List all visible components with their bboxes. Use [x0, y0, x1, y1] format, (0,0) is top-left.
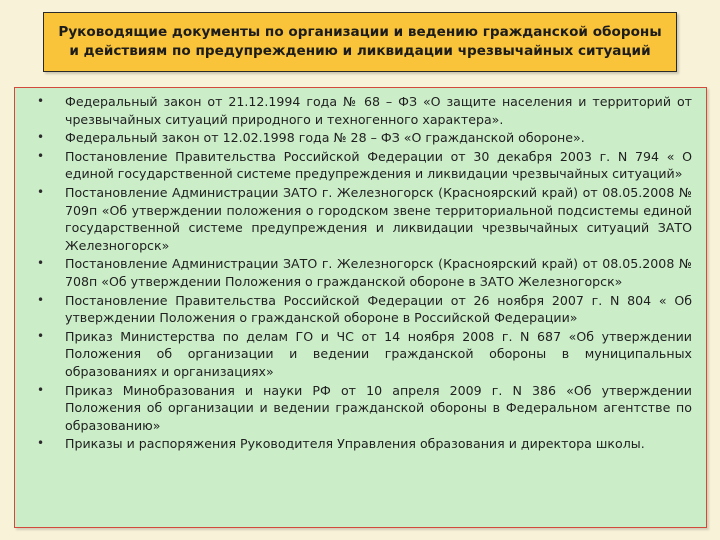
bullet-icon: • — [37, 148, 45, 163]
title-banner — [43, 12, 677, 72]
bullet-icon: • — [37, 436, 45, 451]
bullet-icon: • — [37, 292, 45, 307]
list-item — [37, 382, 692, 435]
list-item — [37, 292, 692, 327]
list-item-text: Федеральный закон от 21.12.1994 года № 68 – ФЗ «О защите населения и территорий от чрезвычайных ситуаций природного и техногенного характера». — [65, 94, 692, 127]
list-item-text: Постановление Администрации ЗАТО г. Железногорск (Красноярский край) от 08.05.2008 № 709п «Об утверждении положения о городском звене территориальной подсистемы единой государственной системе предупреждения и ликвидации чрезвычайных ситуаций ЗАТО Железногорск» — [65, 184, 692, 253]
list-item-text: Приказ Минобразования и науки РФ от 10 апреля 2009 г. N 386 «Об утверждении Положения об организации и ведении гражданской обороны в Федеральном агентстве по образованию» — [65, 382, 692, 433]
bullet-icon: • — [37, 328, 45, 343]
bullet-icon: • — [37, 94, 45, 108]
list-item-text: Приказы и распоряжения Руководителя Управления образования и директора школы. — [65, 436, 645, 452]
document-list-panel — [14, 87, 707, 528]
document-list — [37, 93, 692, 453]
list-item-text: Федеральный закон от 12.02.1998 года № 28 – ФЗ «О гражданской обороне». — [65, 130, 585, 146]
title-line-2: и действиям по предупреждению и ликвидации чрезвычайных ситуаций — [69, 43, 651, 59]
list-item — [37, 328, 692, 381]
list-item — [37, 148, 692, 183]
bullet-icon: • — [37, 184, 45, 199]
list-item — [37, 435, 692, 453]
title-line-1: Руководящие документы по организации и ведению гражданской обороны — [58, 24, 662, 40]
list-item-text: Постановление Правительства Российской Федерации от 30 декабря 2003 г. N 794 « О единой государственной системе предупреждения и ликвидации чрезвычайных ситуаций» — [65, 148, 692, 182]
list-item — [37, 255, 692, 290]
list-item — [37, 93, 692, 128]
bullet-icon: • — [37, 130, 45, 145]
list-item — [37, 184, 692, 254]
list-item-text: Постановление Администрации ЗАТО г. Железногорск (Красноярский край) от 08.05.2008 № 708п «Об утверждении Положения о гражданской обороне в ЗАТО Железногорск» — [65, 256, 692, 289]
bullet-icon: • — [37, 382, 45, 397]
list-item-text: Приказ Министерства по делам ГО и ЧС от 14 ноября 2008 г. N 687 «Об утверждении Положения об организации и ведении гражданской обороны в муниципальных образованиях и организациях» — [65, 328, 692, 379]
list-item-text: Постановление Правительства Российской Федерации от 26 ноября 2007 г. N 804 « Об утверждении Положения о гражданской обороне в Российской Федерации» — [65, 292, 692, 326]
list-item — [37, 129, 692, 147]
bullet-icon: • — [37, 256, 45, 271]
